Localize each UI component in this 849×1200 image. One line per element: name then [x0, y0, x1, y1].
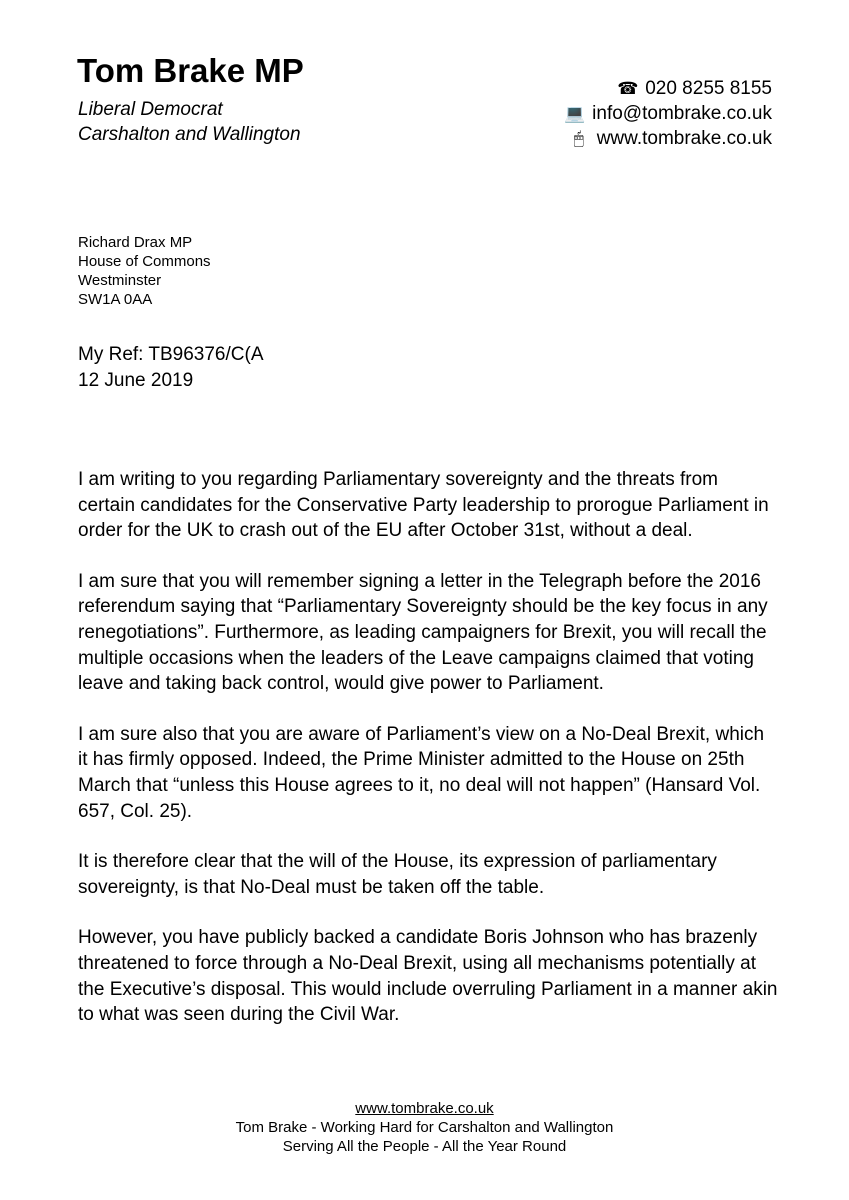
- footer-website-link[interactable]: www.tombrake.co.uk: [355, 1100, 494, 1117]
- contact-block: [564, 76, 772, 151]
- body-paragraph: However, you have publicly backed a candidate Boris Johnson who has brazenly threatened to force through a No-Deal Brexit, using all mechanisms potentially at the Executive’s disposal. This would include overruling Parliament in a manner akin to what was seen during the Civil War.: [78, 927, 778, 1026]
- contact-website[interactable]: www.tombrake.co.uk: [596, 128, 772, 149]
- footer-tagline: Tom Brake - Working Hard for Carshalton and Wallington: [235, 1119, 614, 1136]
- mp-name: Tom Brake MP: [77, 52, 304, 89]
- contact-phone: 020 8255 8155: [645, 78, 772, 99]
- letter-body: [78, 467, 778, 1053]
- recipient-line: Westminster: [78, 272, 162, 289]
- letter-date: 12 June 2019: [78, 370, 194, 391]
- recipient-line: SW1A 0AA: [78, 291, 153, 308]
- body-paragraph: I am sure that you will remember signing a letter in the Telegraph before the 2016 referendum saying that “Parliamentary Sovereignty should be the key focus in any renegotiations”. Furthermore, as leading campaigners for Brexit, you will recall the multiple occasions when the leaders of the Leave campaigns claimed that voting leave and taking back control, would give power to Parliament.: [78, 570, 768, 695]
- body-paragraph: I am writing to you regarding Parliamentary sovereignty and the threats from certain candidates for the Conservative Party leadership to prorogue Parliament in order for the UK to crash out of the EU after October 31st, without a deal.: [78, 469, 769, 542]
- computer-icon: 💻: [564, 104, 586, 123]
- reference-number: My Ref: TB96376/C(A: [78, 344, 264, 365]
- body-paragraph: I am sure also that you are aware of Parliament’s view on a No-Deal Brexit, which it has firmly opposed. Indeed, the Prime Minister admitted to the House on 25th March that “unless this House agrees to it, no deal will not happen” (Hansard Vol. 657, Col. 25).: [78, 723, 765, 822]
- recipient-line: House of Commons: [78, 253, 211, 270]
- recipient-line: Richard Drax MP: [78, 234, 193, 251]
- body-paragraph: It is therefore clear that the will of the House, its expression of parliamentary sovereignty, is that No-Deal must be taken off the table.: [78, 851, 717, 898]
- recipient-address: [78, 233, 211, 309]
- contact-email-line: [564, 101, 772, 126]
- contact-web-line: [564, 126, 772, 151]
- contact-phone-line: [564, 76, 772, 101]
- reference-block: [78, 342, 264, 394]
- mp-constituency: Carshalton and Wallington: [78, 124, 301, 145]
- phone-icon: ☎: [617, 79, 639, 98]
- footer-tagline-2: Serving All the People - All the Year Round: [282, 1138, 567, 1155]
- contact-email[interactable]: info@tombrake.co.uk: [592, 103, 772, 124]
- footer: [0, 1099, 849, 1156]
- mp-party: Liberal Democrat: [78, 99, 223, 120]
- mouse-icon: 🖱: [573, 129, 584, 148]
